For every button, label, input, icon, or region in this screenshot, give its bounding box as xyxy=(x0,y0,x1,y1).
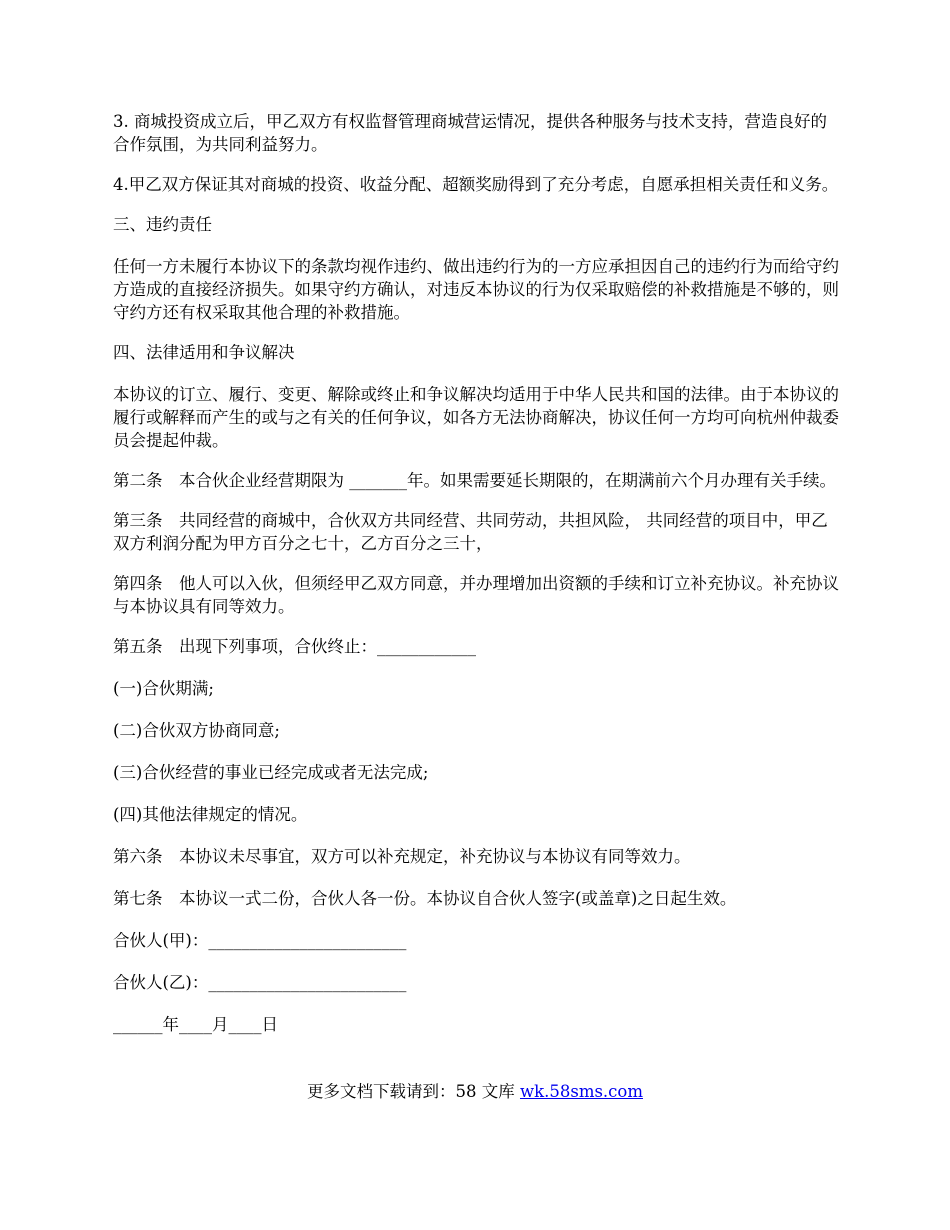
termination-item-3: (三)合伙经营的事业已经完成或者无法完成; xyxy=(113,763,429,782)
clause-3-investment-supervision: 3. 商城投资成立后，甲乙双方有权监督管理商城营运情况，提供各种服务与技术支持，营造良好的合作氛围，为共同利益努力。 xyxy=(113,112,827,154)
termination-item-1: (一)合伙期满; xyxy=(113,679,214,698)
article-2-term: 第二条 本合伙企业经营期限为 _______年。如果需要延长期限的，在期满前六个月办理有关手续。 xyxy=(113,471,836,490)
page-footer xyxy=(0,1080,950,1103)
signature-partner-a: 合伙人(甲)：________________________ xyxy=(113,931,407,950)
law-dispute-text: 本协议的订立、履行、变更、解除或终止和争议解决均适用于中华人民共和国的法律。由于本协议的履行或解释而产生的或与之有关的任何争议，如各方无法协商解决，协议任何一方均可向杭州仲裁委员会提起仲裁。 xyxy=(113,385,839,450)
section-heading-law: 四、法律适用和争议解决 xyxy=(113,343,295,362)
termination-item-2: (二)合伙双方协商同意; xyxy=(113,721,280,740)
article-5-termination: 第五条 出现下列事项，合伙终止：____________ xyxy=(113,637,476,656)
signature-partner-b: 合伙人(乙)：________________________ xyxy=(113,973,407,992)
article-3-profit-sharing: 第三条 共同经营的商城中，合伙双方共同经营、共同劳动，共担风险， 共同经营的项目中，甲乙双方利润分配为甲方百分之七十，乙方百分之三十， xyxy=(113,511,828,553)
article-6-supplement: 第六条 本协议未尽事宜，双方可以补充规定，补充协议与本协议有同等效力。 xyxy=(113,847,691,866)
clause-4-responsibility: 4.甲乙双方保证其对商城的投资、收益分配、超额奖励得到了充分考虑，自愿承担相关责任和义务。 xyxy=(113,175,839,194)
section-heading-breach: 三、违约责任 xyxy=(113,215,212,234)
article-4-new-partner: 第四条 他人可以入伙，但须经甲乙双方同意，并办理增加出资额的手续和订立补充协议。补充协议与本协议具有同等效力。 xyxy=(113,574,839,616)
footer-text: 更多文档下载请到：58 文库 xyxy=(306,1082,520,1101)
signature-date: ______年____月____日 xyxy=(113,1015,278,1034)
termination-item-4: (四)其他法律规定的情况。 xyxy=(113,805,308,824)
footer-link[interactable]: wk.58sms.com xyxy=(519,1082,643,1101)
document-body xyxy=(113,110,843,1055)
article-7-copies: 第七条 本协议一式二份，合伙人各一份。本协议自合伙人签字(或盖章)之日起生效。 xyxy=(113,889,737,908)
breach-liability-text: 任何一方未履行本协议下的条款均视作违约、做出违约行为的一方应承担因自己的违约行为而给守约方造成的直接经济损失。如果守约方确认，对违反本协议的行为仅采取赔偿的补救措施是不够的，则守约方还有权采取其他合理的补救措施。 xyxy=(113,257,839,322)
